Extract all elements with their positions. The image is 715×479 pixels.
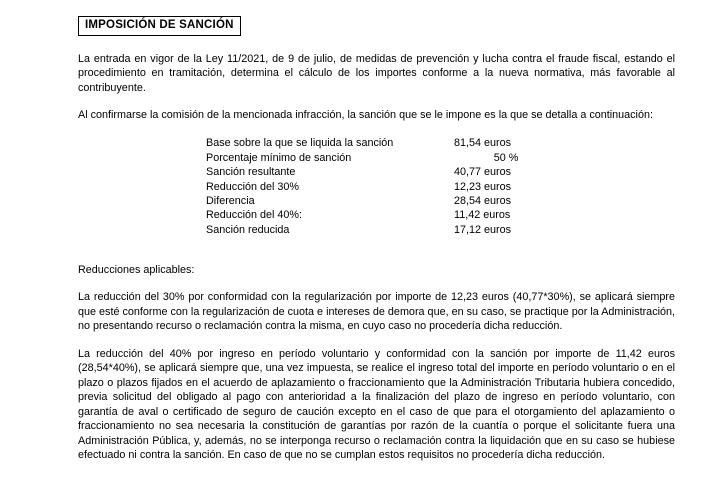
- page-title: IMPOSICIÓN DE SANCIÓN: [78, 16, 241, 36]
- table-row: [206, 151, 685, 165]
- table-row: [206, 208, 685, 222]
- table-cell-value: 17,12 euros: [454, 223, 512, 236]
- table-row: [206, 165, 685, 179]
- paragraph-intro: La entrada en vigor de la Ley 11/2021, de 9 de julio, de medidas de prevención y lucha contra el fraude fiscal, estando el procedimiento en tramitación, determina el cálculo de los importes conforme a la nueva normativa, más favorable al contribuyente.: [78, 52, 675, 94]
- paragraph-reduction-40: La reducción del 40% por ingreso en período voluntario y conformidad con la sanción por importe de 11,42 euros (28,54*40%), se aplicará siempre que, una vez impuesta, se realice el ingreso total del importe en período voluntario o en el plazo o plazos fijados en el acuerdo de aplazamiento o fraccionamiento que la Administración Tributaria hubiera concedido, previa solicitud del obligado al pago con anterioridad a la finalización del plazo de ingreso en período voluntario, con garantía de aval o certificado de seguro de caución excepto en el caso de que para el otorgamiento del aplazamiento o fraccionamiento no sea necesaria la constitución de garantías por razón de la cuantía o porque el solicitante fuera una Administración Pública, y, además, no se interponga recurso o reclamación contra la liquidación que en su caso se hubiese efectuado ni contra la sanción. En caso de que no se cumplan estos requisitos no procedería dicha reducción.: [78, 347, 675, 461]
- table-cell-value: 11,42 euros: [454, 209, 511, 222]
- reductions-heading: Reducciones aplicables:: [78, 263, 195, 276]
- paragraph-reduction-30: La reducción del 30% por conformidad con la regularización por importe de 12,23 euros (40,77*30%), se aplicará siempre que esté conforme con la regularización de cuota e intereses de demora que, en su caso, se practique por la Administración, no presentando recurso o reclamación contra la misma, en cuyo caso no procedería dicha reducción.: [78, 291, 675, 333]
- table-cell-label: Diferencia: [206, 194, 255, 207]
- table-cell-label: Reducción del 30%: [206, 180, 300, 193]
- table-cell-value: 28,54 euros: [454, 194, 512, 207]
- table-cell-label: Base sobre la que se liquida la sanción: [206, 137, 394, 150]
- table-cell-label: Porcentaje mínimo de sanción: [206, 151, 352, 164]
- table-row: [206, 180, 685, 194]
- sanction-table: [78, 136, 685, 237]
- table-cell-value: 81,54 euros: [454, 137, 512, 150]
- table-row: [206, 223, 685, 237]
- paragraph-confirmation: Al confirmarse la comisión de la mencionada infracción, la sanción que se le impone es la que se detalla a continuación:: [78, 109, 653, 121]
- table-cell-label: Sanción resultante: [206, 166, 296, 179]
- table-cell-label: Reducción del 40%:: [206, 209, 303, 222]
- table-cell-value: 40,77 euros: [454, 166, 512, 179]
- table-row: [206, 194, 685, 208]
- table-cell-value: 12,23 euros: [454, 180, 512, 193]
- table-cell-label: Sanción reducida: [206, 223, 290, 236]
- table-cell-value: 50 %: [493, 151, 519, 164]
- table-row: [206, 136, 685, 150]
